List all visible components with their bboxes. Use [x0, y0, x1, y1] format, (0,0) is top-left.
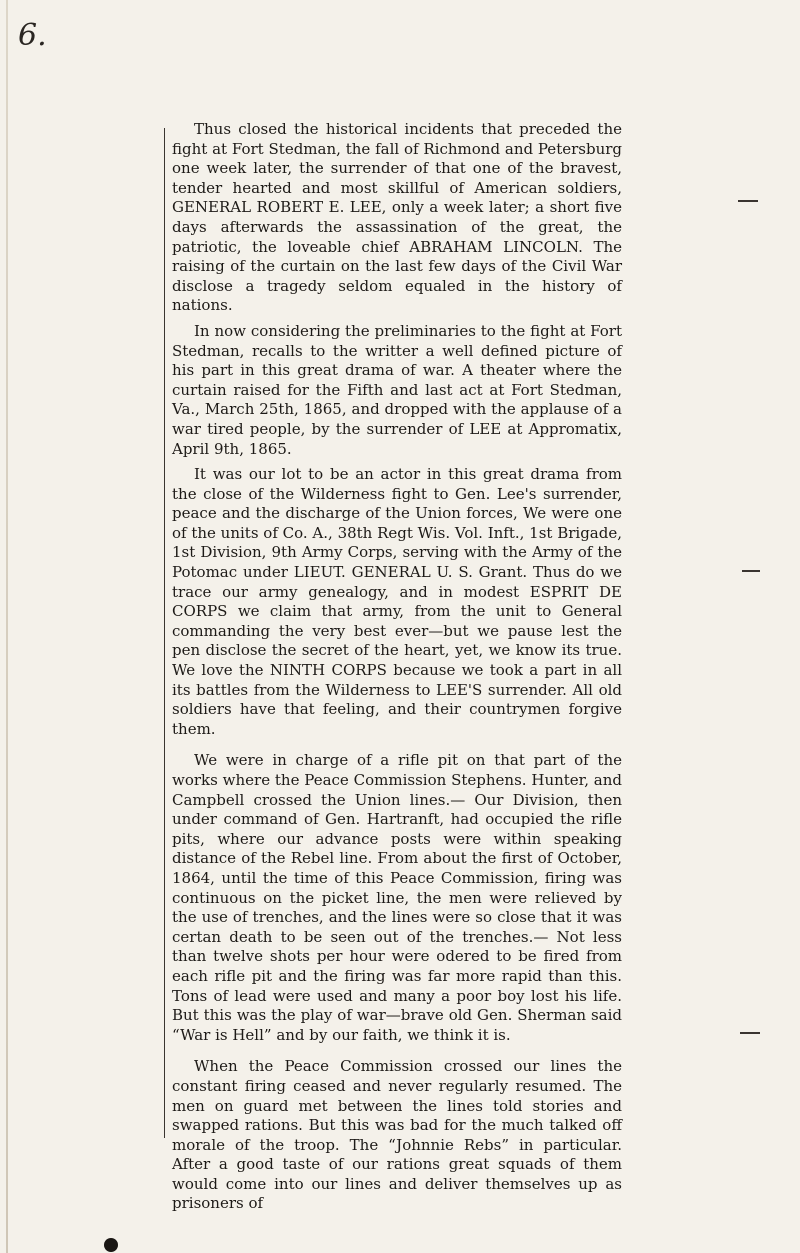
paragraph-5: When the Peace Commission crossed our lines the constant firing ceased and never regularly resumed. The men on guard met between the lines told stories and swapped rations. But this was bad for the much talked off morale of the troop. The “Johnnie Rebs” in particular. After a good taste of our rations great squads of them would come into our lines and deliver themselves up as prisoners of [172, 1057, 622, 1213]
paragraph-3: It was our lot to be an actor in this great drama from the close of the Wilderness fight to Gen. Lee's surrender, peace and the discharge of the Union forces, We were one of the units of Co. A., 38th Regt Wis. Vol. Inft., 1st Brigade, 1st Division, 9th Army Corps, serving with the Army of the Potomac under LIEUT. GENERAL U. S. Grant. Thus do we trace our army genealogy, and in modest ESPRIT DE CORPS we claim that army, from the unit to General commanding the very best ever—but we pause lest the pen disclose the secret of the heart, yet, we know its true. We love the NINTH CORPS because we took a part in all its battles from the Wilderness to LEE'S surrender. All old soldiers have that feeling, and their countrymen forgive them. [172, 465, 622, 738]
page-number: 6. [18, 18, 47, 53]
paragraph-2: In now considering the preliminaries to the fight at Fort Stedman, recalls to the writter a well defined picture of his part in this great drama of war. A theater where the curtain raised for the Fifth and last act at Fort Stedman, Va., March 25th, 1865, and dropped with the applause of a war tired people, by the surrender of LEE at Appromatix, April 9th, 1865. [172, 321, 622, 458]
scan-edge-shadow [6, 0, 8, 1253]
margin-mark [742, 570, 760, 572]
paragraph-4: We were in charge of a rifle pit on that part of the works where the Peace Commission Stephens. Hunter, and Campbell crossed the Union lines.— Our Division, then under command of Gen. Hartranft, had occupied the rifle pits, where our advance posts were within speaking distance of the Rebel line. From about the first of October, 1864, until the time of this Peace Commission, firing was continuous on the picket line, the men were relieved by the use of trenches, and the lines were so close that it was certan death to be seen out of the trenches.— Not less than twelve shots per hour were odered to be fired from each rifle pit and the firing was far more rapid than this. Tons of lead were used and many a poor boy lost his life. But this was the play of war—brave old Gen. Sherman said “War is Hell” and by our faith, we think it is. [172, 751, 622, 1044]
ink-spot [104, 1238, 118, 1252]
margin-mark [740, 1032, 760, 1034]
paragraph-1: Thus closed the historical incidents that preceded the fight at Fort Stedman, the fall of Richmond and Petersburg one week later, the surrender of that one of the bravest, tender hearted and most skillful of American soldiers, GENERAL ROBERT E. LEE, only a week later; a short five days afterwards the assassination of the great, the patriotic, the loveable chief ABRAHAM LINCOLN. The raising of the curtain on the last few days of the Civil War disclose a tragedy seldom equaled in the history of nations. [172, 120, 622, 315]
text-column [172, 120, 622, 1226]
margin-rule [164, 128, 165, 1138]
margin-mark [738, 200, 758, 202]
